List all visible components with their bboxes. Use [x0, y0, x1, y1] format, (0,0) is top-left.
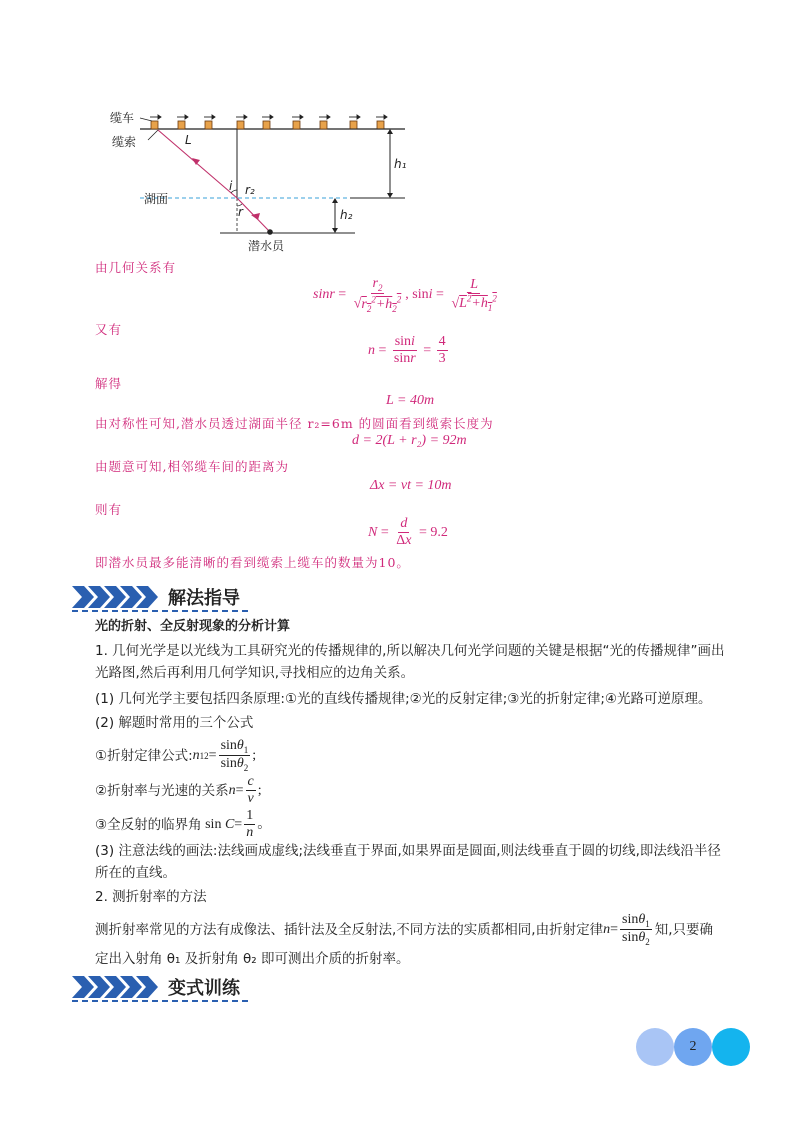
label-r2: r₂: [245, 183, 255, 197]
label-i: i: [229, 179, 233, 193]
label-h2: h₂: [340, 208, 353, 222]
chevron-arrows-icon: [72, 584, 160, 610]
label-lake-surface: 湖面: [144, 192, 169, 206]
formula-row-2: ②折射率与光速的关系 n = $\frac{c}{v}$ ;: [95, 774, 262, 807]
page-number: 2: [689, 1039, 697, 1054]
label-cable: 缆索: [112, 135, 137, 149]
paragraph-6-text-b: 知,只要确: [654, 921, 714, 938]
diver-dot: [267, 229, 273, 235]
formula-2-prefix: ②折射率与光速的关系: [95, 782, 229, 799]
section-underline-variant: [72, 1000, 248, 1002]
solution-line-2: 又有: [95, 322, 123, 337]
method-paragraph-6: 测折射率常见的方法有成像法、插针法及全反射法,不同方法的实质都相同,由折射定律 n = $\frac{\sin\theta_1}{\sin\theta_2}$ 知,只要确: [95, 912, 714, 947]
formula-1-prefix: ①折射定律公式:: [95, 747, 193, 764]
method-subheading: 光的折射、全反射现象的分析计算: [95, 619, 291, 634]
refraction-diagram: [100, 108, 420, 258]
section-head-method: [72, 584, 240, 610]
circle-cyan: [712, 1028, 750, 1066]
label-cable-car: 缆车: [110, 111, 135, 125]
method-paragraph-4: (3) 注意法线的画法:法线画成虚线;法线垂直于界面,如果界面是圆面,则法线垂直于圆的切线,即法线沿半径所在的直线。: [95, 843, 721, 881]
label-diver: 潜水员: [248, 239, 285, 253]
page-number-decoration: [636, 1028, 752, 1066]
solution-eq-3: L = 40m: [386, 393, 435, 408]
formula-row-3: ③全反射的临界角 sin C = $\frac{1}{n}$ 。: [95, 808, 272, 841]
section-title-variant: 变式训练: [168, 978, 240, 999]
method-paragraph-3: (2) 解题时常用的三个公式: [95, 715, 254, 731]
solution-eq-4: d = 2(L + r₂) = 92m: [352, 433, 467, 448]
solution-eq-6: N = $\frac{d}{\Delta x}$ = 9.2: [368, 516, 448, 549]
solution-line-1: 由几何关系有: [95, 260, 177, 275]
label-r: r: [238, 205, 243, 219]
method-paragraph-5: 2. 测折射率的方法: [95, 889, 207, 905]
method-paragraph-7: 定出入射角 θ₁ 及折射角 θ₂ 即可测出介质的折射率。: [95, 951, 410, 967]
solution-line-6: 则有: [95, 502, 123, 517]
method-paragraph-2: (1) 几何光学主要包括四条原理:①光的直线传播规律;②光的反射定律;③光的折射定律;④光路可逆原理。: [95, 691, 712, 707]
paragraph-6-text-a: 测折射率常见的方法有成像法、插针法及全反射法,不同方法的实质都相同,由折射定律: [95, 921, 604, 938]
solution-eq-1: sin r = $\frac{r_2}{√r_2^2+h_2^2}$ , sin i = $\frac{L}{√L^2+h_1^2}$: [313, 276, 497, 314]
solution-eq-5: Δx = vt = 10m: [370, 478, 452, 493]
chevron-arrows-icon: [72, 974, 160, 1000]
solution-line-3: 解得: [95, 376, 123, 391]
section-title-method: 解法指导: [168, 588, 240, 609]
solution-line-5: 由题意可知,相邻缆车间的距离为: [95, 459, 289, 474]
light-ray-air: [158, 130, 237, 198]
label-L: L: [185, 133, 192, 147]
formula-3-prefix: ③全反射的临界角: [95, 816, 202, 833]
formula-row-1: ①折射定律公式: n 12 = $\frac{\sin\theta_1}{\sin\theta_2}$ ;: [95, 738, 257, 773]
motion-arrows: [150, 115, 387, 119]
circle-light: [636, 1028, 674, 1066]
solution-eq-2: n = $\frac{\sin i}{\sin r}$ = $\frac{4}{3}$: [368, 334, 446, 367]
section-head-variant: [72, 974, 240, 1000]
section-underline-method: [72, 610, 248, 612]
method-paragraph-1: 1. 几何光学是以光线为工具研究光的传播规律的,所以解决几何光学问题的关键是根据“光的传播规律”画出光路图,然后再利用几何学知识,寻找相应的边角关系。: [95, 643, 725, 681]
solution-line-7: 即潜水员最多能清晰的看到缆索上缆车的数量为10。: [95, 555, 410, 570]
label-h1: h₁: [394, 157, 407, 171]
cable-cars: [151, 121, 384, 129]
solution-line-4: 由对称性可知,潜水员透过湖面半径 r₂=6m 的圆面看到缆索长度为: [95, 416, 494, 431]
